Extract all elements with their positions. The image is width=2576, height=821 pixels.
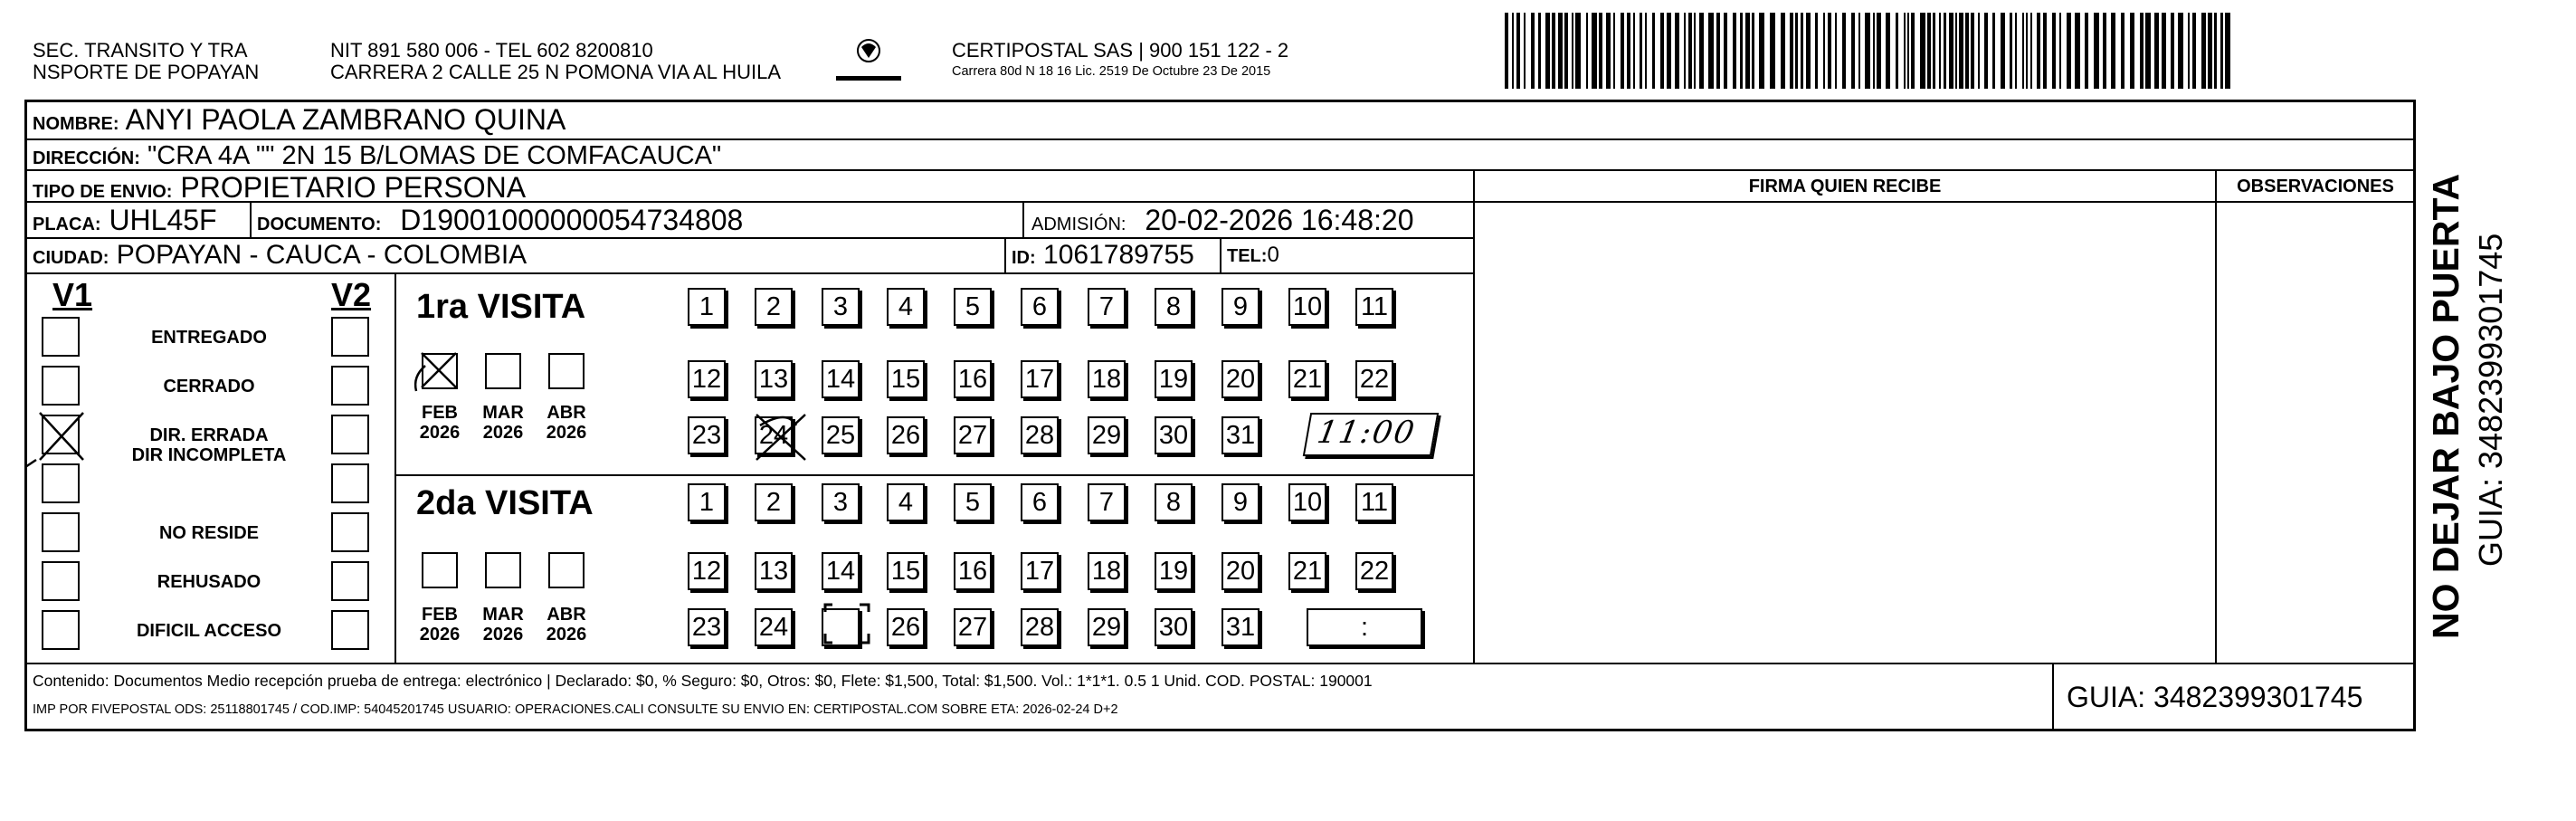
second-visit-day-box[interactable]: 7 bbox=[1088, 483, 1126, 521]
visit-divider bbox=[394, 474, 1473, 476]
second-visit-day-box[interactable]: 22 bbox=[1355, 552, 1393, 590]
address-value: "CRA 4A "" 2N 15 B/LOMAS DE COMFACAUCA" bbox=[147, 141, 722, 170]
second-visit-day-box[interactable]: 3 bbox=[822, 483, 860, 521]
month-year: 2026 bbox=[482, 423, 524, 443]
shipment-type-label: TIPO DE ENVIO: bbox=[33, 182, 173, 202]
status-v2-checkbox[interactable] bbox=[331, 317, 369, 357]
shipment-type-value: PROPIETARIO PERSONA bbox=[180, 171, 527, 204]
phone-field bbox=[1227, 239, 1279, 272]
id-field bbox=[1012, 239, 1194, 274]
first-visit-month-checkbox[interactable] bbox=[485, 353, 521, 389]
second-visit-day-box[interactable]: 11 bbox=[1355, 483, 1393, 521]
first-visit-day-box[interactable]: 23 bbox=[688, 416, 726, 454]
status-v2-checkbox[interactable] bbox=[331, 463, 369, 503]
barcode-icon bbox=[1505, 13, 2238, 89]
second-visit-time-value: : bbox=[1360, 613, 1369, 642]
contents-summary: Contenido: Documentos Medio recepción prueba de entrega: electrónico | Declarado: $0, % Seguro: $0, Otros: $0, Flete: $1,500, Total: $1,500. Vol.: 1*1*1. 0.5 1 Unid. COD. POSTAL: 190001 bbox=[33, 672, 1373, 690]
status-label: DIR. ERRADA bbox=[149, 425, 269, 445]
second-visit-day-box[interactable]: 13 bbox=[755, 552, 793, 590]
first-visit-month-label bbox=[539, 403, 594, 443]
first-visit-day-box[interactable]: 18 bbox=[1088, 360, 1126, 398]
address-label: DIRECCIÓN: bbox=[33, 148, 140, 168]
status-v1-checkbox[interactable] bbox=[42, 512, 80, 552]
second-visit-day-box[interactable]: 18 bbox=[1088, 552, 1126, 590]
first-visit-month-label bbox=[476, 403, 530, 443]
second-visit-day-box[interactable]: 30 bbox=[1155, 608, 1193, 646]
second-visit-day-box[interactable]: 28 bbox=[1021, 608, 1059, 646]
second-visit-day-box[interactable]: 4 bbox=[887, 483, 925, 521]
recipient-name-value: ANYI PAOLA ZAMBRANO QUINA bbox=[125, 103, 566, 136]
second-visit-day-box[interactable]: 21 bbox=[1288, 552, 1326, 590]
first-visit-day-box[interactable]: 28 bbox=[1021, 416, 1059, 454]
status-v1-checkbox[interactable] bbox=[42, 610, 80, 650]
second-visit-month-label bbox=[539, 605, 594, 644]
status-v2-checkbox[interactable] bbox=[331, 415, 369, 454]
no-leave-under-door-warning: NO DEJAR BAJO PUERTA bbox=[2425, 173, 2467, 639]
second-visit-time-box[interactable] bbox=[1307, 608, 1422, 646]
carrier-address: Carrera 80d N 18 16 Lic. 2519 De Octubre 23 De 2015 bbox=[952, 64, 1271, 79]
first-visit-day-box[interactable]: 30 bbox=[1155, 416, 1193, 454]
second-visit-month-checkbox[interactable] bbox=[485, 552, 521, 588]
first-visit-day-box[interactable]: 20 bbox=[1221, 360, 1259, 398]
column-divider bbox=[2052, 663, 2054, 731]
month-year: 2026 bbox=[546, 625, 587, 644]
id-value: 1061789755 bbox=[1043, 240, 1194, 270]
status-label: DIFICIL ACCESO bbox=[136, 621, 281, 641]
month-name: FEB bbox=[422, 605, 458, 625]
phone-label: TEL: bbox=[1227, 246, 1268, 266]
first-visit-day-box[interactable]: 11 bbox=[1355, 288, 1393, 326]
certipostal-logo-icon bbox=[831, 36, 907, 87]
status-v1-checkbox[interactable] bbox=[42, 463, 80, 503]
first-visit-day-box[interactable]: 21 bbox=[1288, 360, 1326, 398]
second-visit-month-checkbox[interactable] bbox=[422, 552, 458, 588]
column-divider bbox=[1473, 169, 1475, 663]
plate-value: UHL45F bbox=[109, 204, 217, 236]
first-visit-day-box[interactable]: 5 bbox=[954, 288, 992, 326]
v1-label: V1 bbox=[52, 276, 93, 313]
second-visit-day-box[interactable] bbox=[822, 608, 860, 646]
second-visit-month-label bbox=[476, 605, 530, 644]
second-visit-day-box[interactable]: 31 bbox=[1221, 608, 1259, 646]
first-visit-day-box[interactable]: 1 bbox=[688, 288, 726, 326]
column-divider bbox=[1004, 237, 1006, 272]
first-visit-day-box[interactable]: 12 bbox=[688, 360, 726, 398]
status-v2-checkbox[interactable] bbox=[331, 366, 369, 406]
month-year: 2026 bbox=[419, 423, 461, 443]
second-visit-day-box[interactable]: 9 bbox=[1221, 483, 1259, 521]
second-visit-day-box[interactable]: 29 bbox=[1088, 608, 1126, 646]
column-divider bbox=[1022, 201, 1024, 237]
first-visit-day-box[interactable]: 6 bbox=[1021, 288, 1059, 326]
print-info: IMP POR FIVEPOSTAL ODS: 25118801745 / COD.IMP: 54045201745 USUARIO: OPERACIONES.CALI CONSULTE SU ENVIO EN: CERTIPOSTAL.COM SOBRE ETA: 2026-02-24 D+2 bbox=[33, 702, 1118, 717]
first-visit-day-box[interactable]: 8 bbox=[1155, 288, 1193, 326]
second-visit-month-label bbox=[413, 605, 467, 644]
signature-header: FIRMA QUIEN RECIBE bbox=[1748, 177, 1942, 196]
first-visit-day-box[interactable]: 31 bbox=[1221, 416, 1259, 454]
second-visit-day-box[interactable]: 27 bbox=[954, 608, 992, 646]
status-v1-checkbox[interactable] bbox=[42, 415, 80, 454]
first-visit-month-checkbox[interactable] bbox=[422, 353, 458, 389]
first-visit-day-box[interactable]: 13 bbox=[755, 360, 793, 398]
first-visit-day-box[interactable]: 3 bbox=[822, 288, 860, 326]
admission-field bbox=[1031, 204, 1413, 241]
second-visit-day-box[interactable]: 23 bbox=[688, 608, 726, 646]
admission-label: ADMISIÓN: bbox=[1031, 215, 1126, 234]
plate-field bbox=[33, 204, 217, 241]
second-visit-day-box[interactable]: 17 bbox=[1021, 552, 1059, 590]
status-label: CERRADO bbox=[163, 377, 255, 396]
month-name: ABR bbox=[547, 403, 586, 423]
first-visit-day-box[interactable]: 14 bbox=[822, 360, 860, 398]
second-visit-day-box[interactable]: 2 bbox=[755, 483, 793, 521]
second-visit-day-box[interactable]: 20 bbox=[1221, 552, 1259, 590]
status-v2-checkbox[interactable] bbox=[331, 512, 369, 552]
second-visit-day-box[interactable]: 26 bbox=[887, 608, 925, 646]
address-field bbox=[33, 139, 721, 175]
first-visit-month-checkbox[interactable] bbox=[548, 353, 585, 389]
city-label: CIUDAD: bbox=[33, 248, 109, 268]
status-v2-checkbox[interactable] bbox=[331, 561, 369, 601]
first-visit-time-value: 11:00 bbox=[1314, 415, 1419, 451]
first-visit-day-box[interactable]: 24 bbox=[755, 416, 793, 454]
carrier-name: CERTIPOSTAL SAS | 900 151 122 - 2 bbox=[952, 39, 1289, 62]
row-divider bbox=[24, 663, 2416, 664]
shipment-type-field bbox=[33, 171, 526, 208]
second-visit-day-box[interactable]: 14 bbox=[822, 552, 860, 590]
second-visit-day-box[interactable]: 8 bbox=[1155, 483, 1193, 521]
second-visit-month-checkbox[interactable] bbox=[548, 552, 585, 588]
observations-area[interactable] bbox=[2219, 205, 2412, 661]
month-year: 2026 bbox=[419, 625, 461, 644]
document-label: DOCUMENTO: bbox=[257, 215, 382, 234]
sender-name-line2: NSPORTE DE POPAYAN bbox=[33, 61, 260, 83]
second-visit-day-box[interactable]: 19 bbox=[1155, 552, 1193, 590]
side-tracking-number: GUIA: 3482399301745 bbox=[2472, 233, 2509, 567]
month-name: FEB bbox=[422, 403, 458, 423]
second-visit-day-box[interactable]: 1 bbox=[688, 483, 726, 521]
second-visit-day-box[interactable]: 15 bbox=[887, 552, 925, 590]
second-visit-day-box[interactable]: 24 bbox=[755, 608, 793, 646]
observations-header: OBSERVACIONES bbox=[2237, 177, 2394, 196]
tracking-number: GUIA: 3482399301745 bbox=[2067, 681, 2363, 713]
second-visit-day-box[interactable]: 16 bbox=[954, 552, 992, 590]
first-visit-day-box[interactable]: 2 bbox=[755, 288, 793, 326]
first-visit-day-box[interactable]: 10 bbox=[1288, 288, 1326, 326]
id-label: ID: bbox=[1012, 248, 1036, 268]
recipient-name-label: NOMBRE: bbox=[33, 114, 119, 134]
status-v2-checkbox[interactable] bbox=[331, 610, 369, 650]
second-visit-title: 2da VISITA bbox=[416, 484, 594, 522]
status-label: DIR INCOMPLETA bbox=[131, 445, 287, 465]
signature-area[interactable] bbox=[1477, 205, 2213, 661]
month-name: MAR bbox=[482, 605, 524, 625]
month-name: ABR bbox=[547, 605, 586, 625]
first-visit-day-box[interactable]: 29 bbox=[1088, 416, 1126, 454]
second-visit-day-box[interactable]: 10 bbox=[1288, 483, 1326, 521]
first-visit-day-box[interactable]: 19 bbox=[1155, 360, 1193, 398]
column-divider bbox=[2215, 169, 2217, 663]
month-year: 2026 bbox=[482, 625, 524, 644]
document-field bbox=[257, 204, 743, 241]
sender-name-line1: SEC. TRANSITO Y TRA bbox=[33, 39, 248, 62]
row-divider bbox=[1473, 201, 2416, 203]
document-value: D19001000000054734808 bbox=[400, 204, 744, 236]
second-visit-day-box[interactable]: 5 bbox=[954, 483, 992, 521]
first-visit-day-box[interactable]: 15 bbox=[887, 360, 925, 398]
status-v1-checkbox[interactable] bbox=[42, 317, 80, 357]
city-field bbox=[33, 239, 527, 274]
first-visit-day-box[interactable]: 16 bbox=[954, 360, 992, 398]
column-divider bbox=[1220, 237, 1221, 272]
first-visit-day-box[interactable]: 17 bbox=[1021, 360, 1059, 398]
sender-nit: NIT 891 580 006 - TEL 602 8200810 bbox=[330, 39, 653, 62]
first-visit-time-handwritten bbox=[1303, 413, 1439, 456]
second-visit-day-box[interactable]: 12 bbox=[688, 552, 726, 590]
first-visit-day-box[interactable]: 25 bbox=[822, 416, 860, 454]
first-visit-day-box[interactable]: 27 bbox=[954, 416, 992, 454]
month-year: 2026 bbox=[546, 423, 587, 443]
sender-address: CARRERA 2 CALLE 25 N POMONA VIA AL HUILA bbox=[330, 61, 782, 83]
admission-value: 20-02-2026 16:48:20 bbox=[1145, 204, 1414, 236]
first-visit-day-box[interactable]: 4 bbox=[887, 288, 925, 326]
status-label: NO RESIDE bbox=[158, 523, 260, 543]
first-visit-day-box[interactable]: 9 bbox=[1221, 288, 1259, 326]
month-name: MAR bbox=[482, 403, 524, 423]
status-v1-checkbox[interactable] bbox=[42, 561, 80, 601]
v2-label: V2 bbox=[331, 276, 372, 313]
first-visit-month-label bbox=[413, 403, 467, 443]
city-value: POPAYAN - CAUCA - COLOMBIA bbox=[116, 240, 528, 270]
first-visit-title: 1ra VISITA bbox=[416, 288, 586, 326]
first-visit-day-box[interactable]: 7 bbox=[1088, 288, 1126, 326]
status-v1-checkbox[interactable] bbox=[42, 366, 80, 406]
status-label: REHUSADO bbox=[157, 572, 261, 592]
phone-value: 0 bbox=[1267, 243, 1279, 267]
recipient-name-field bbox=[33, 103, 566, 140]
first-visit-day-box[interactable]: 22 bbox=[1355, 360, 1393, 398]
column-divider bbox=[394, 272, 396, 663]
second-visit-day-box[interactable]: 6 bbox=[1021, 483, 1059, 521]
status-label: ENTREGADO bbox=[151, 328, 267, 348]
first-visit-day-box[interactable]: 26 bbox=[887, 416, 925, 454]
plate-label: PLACA: bbox=[33, 215, 101, 234]
